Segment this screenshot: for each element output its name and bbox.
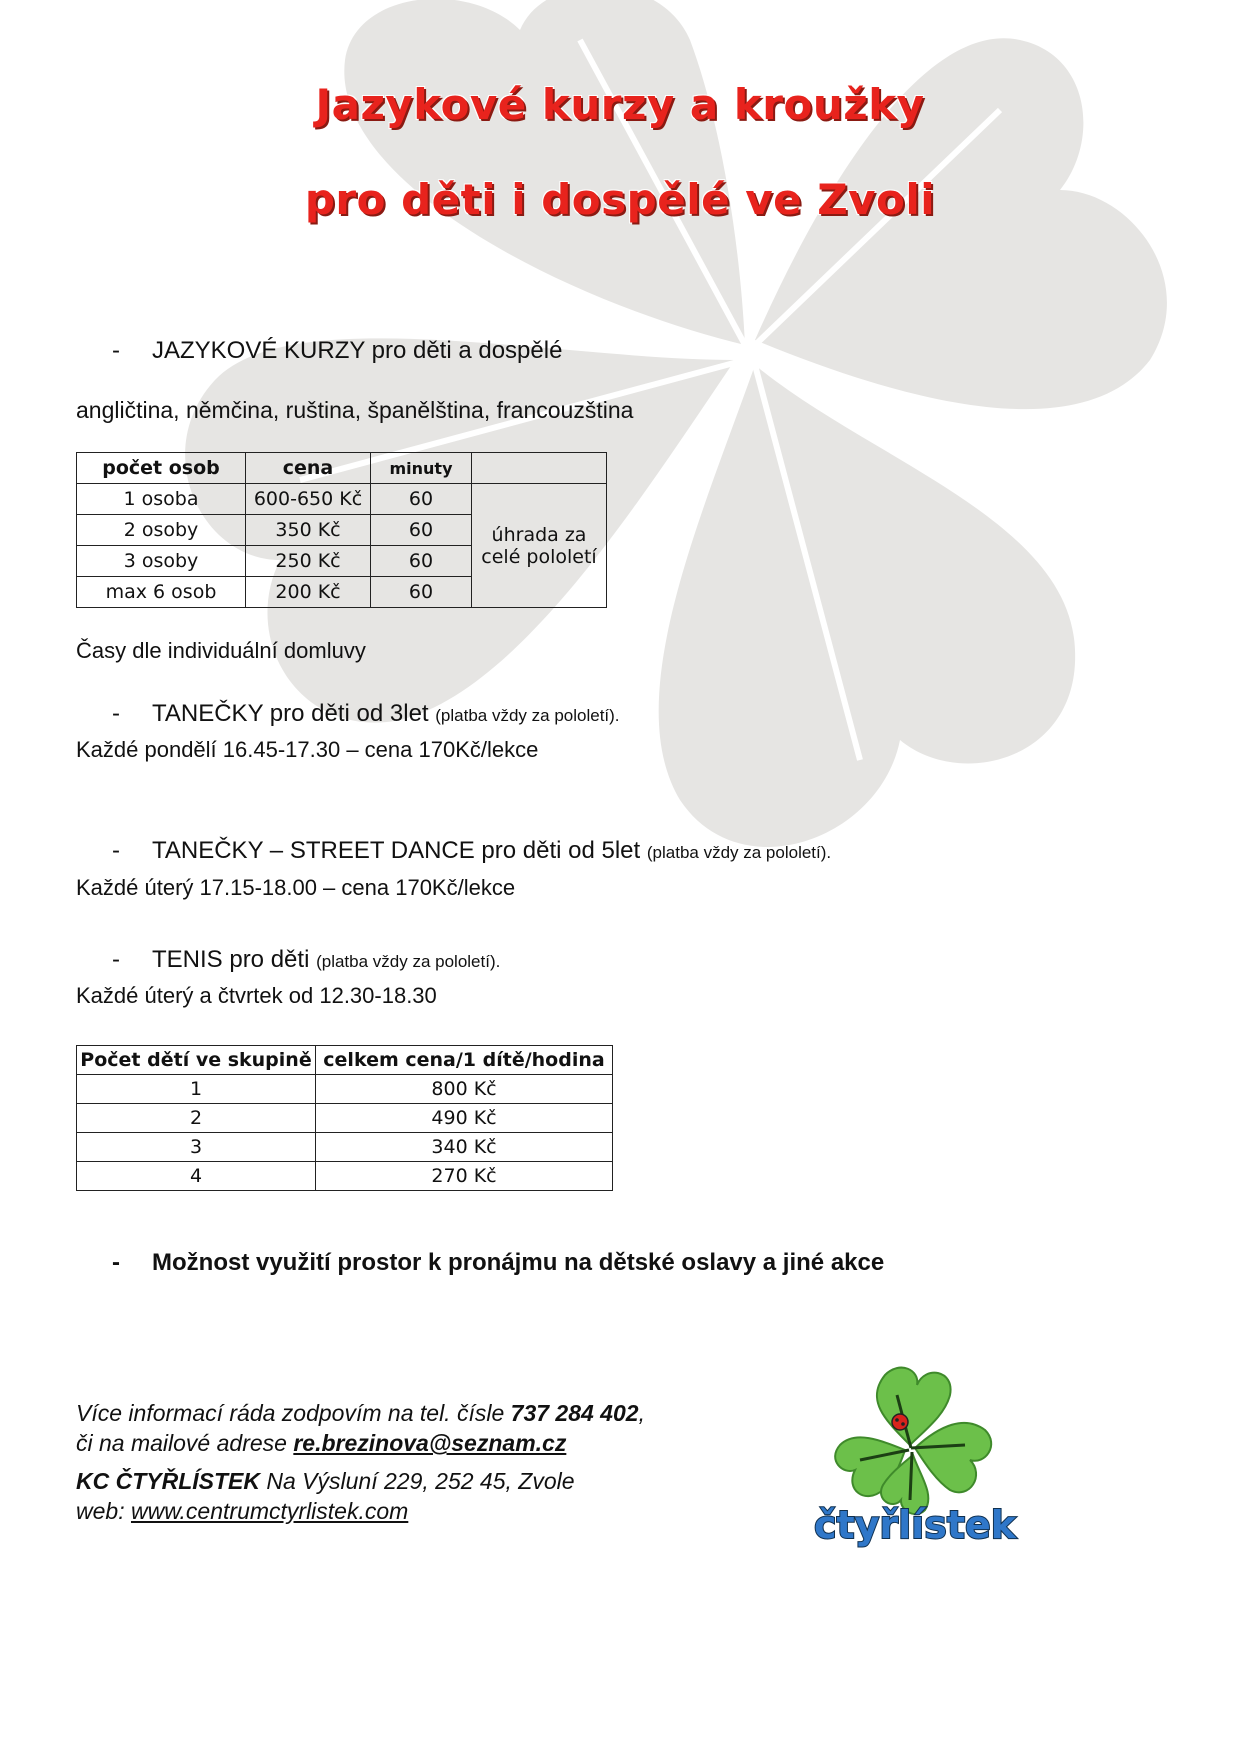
table-header-cell: celkem cena/1 dítě/hodina (316, 1046, 613, 1075)
table-header-cell: Počet dětí ve skupině (77, 1046, 316, 1075)
table-header-cell: minuty (371, 453, 472, 484)
table-cell: 2 (77, 1104, 316, 1133)
table-cell: 3 osoby (77, 546, 246, 577)
contact-text: web: (76, 1498, 131, 1524)
table-row (77, 1075, 613, 1104)
table-cell: 270 Kč (316, 1162, 613, 1191)
table-row (77, 1162, 613, 1191)
rental-text: Možnost využití prostor k pronájmu na dětské oslavy a jiné akce (152, 1249, 885, 1276)
table-header-row (77, 1046, 613, 1075)
table-cell: 4 (77, 1162, 316, 1191)
table-cell: 60 (371, 546, 472, 577)
table-cell: 1 (77, 1075, 316, 1104)
table-cell: 60 (371, 484, 472, 515)
street-dance-schedule: Každé úterý 17.15-18.00 – cena 170Kč/lekce (76, 875, 516, 900)
table-header-cell (472, 453, 607, 484)
dance-heading: TANEČKY pro děti od 3let (152, 700, 429, 727)
table-cell: 200 Kč (246, 577, 371, 608)
table-cell: 490 Kč (316, 1104, 613, 1133)
dance-payment-note: (platba vždy za pololetí). (435, 706, 620, 725)
tennis-heading: TENIS pro děti (152, 946, 310, 973)
table-cell: 800 Kč (316, 1075, 613, 1104)
times-note: Časy dle individuální domluvy (76, 638, 366, 663)
table-row (77, 1133, 613, 1162)
table-header-row (77, 453, 607, 484)
bullet-dash: - (112, 700, 120, 727)
phone-number: 737 284 402 (510, 1400, 639, 1426)
table-cell: 340 Kč (316, 1133, 613, 1162)
table-row (77, 484, 607, 515)
bullet-dash: - (112, 837, 120, 864)
contact-web-line (76, 1498, 408, 1525)
dance-schedule: Každé pondělí 16.45-17.30 – cena 170Kč/lekce (76, 737, 539, 762)
tennis-schedule: Každé úterý a čtvrtek od 12.30-18.30 (76, 983, 437, 1008)
website-link[interactable]: www.centrumctyrlistek.com (130, 1498, 409, 1524)
email-link[interactable]: re.brezinova@seznam.cz (293, 1430, 567, 1456)
page-title-line-1: Jazykové kurzy a kroužky (315, 80, 925, 129)
payment-note-line-1: úhrada za (491, 523, 587, 546)
bullet-dash: - (112, 337, 120, 364)
bullet-dash: - (112, 1249, 120, 1276)
street-dance-heading: TANEČKY – STREET DANCE pro děti od 5let (152, 837, 641, 864)
table-header-cell: cena (246, 453, 371, 484)
contact-address-line (76, 1468, 575, 1495)
language-price-table (76, 452, 607, 608)
organization-name: KC ČTYŘLÍSTEK (76, 1468, 260, 1494)
table-cell: max 6 osob (77, 577, 246, 608)
table-header-cell: počet osob (77, 453, 246, 484)
contact-text: či na mailové adrese (76, 1430, 294, 1456)
bullet-dash: - (112, 946, 120, 973)
contact-email-line (76, 1430, 566, 1457)
languages-heading: JAZYKOVÉ KURZY pro děti a dospělé (152, 337, 563, 364)
table-cell: 2 osoby (77, 515, 246, 546)
payment-note-line-2: celé pololetí (481, 545, 597, 568)
table-cell: 250 Kč (246, 546, 371, 577)
tennis-price-table (76, 1045, 613, 1191)
table-cell: 3 (77, 1133, 316, 1162)
table-cell: 1 osoba (77, 484, 246, 515)
table-cell: 60 (371, 515, 472, 546)
page-title-line-2: pro děti i dospělé ve Zvoli (304, 175, 936, 224)
ctyrlistek-logo (805, 1360, 1025, 1550)
logo-wordmark: čtyřlístek (813, 1503, 1017, 1547)
languages-list: angličtina, němčina, ruština, španělština, francouzština (76, 397, 634, 423)
table-cell: 600-650 Kč (246, 484, 371, 515)
street-dance-payment-note: (platba vždy za pololetí). (646, 843, 832, 862)
contact-phone-line (76, 1400, 645, 1427)
contact-text: , (638, 1400, 645, 1426)
table-cell: 60 (371, 577, 472, 608)
address-text: Na Výsluní 229, 252 45, Zvole (260, 1468, 575, 1494)
payment-note-cell (472, 484, 607, 608)
table-row (77, 1104, 613, 1133)
tennis-payment-note: (platba vždy za pololetí). (316, 952, 501, 971)
contact-text: Více informací ráda zodpovím na tel. čísle (76, 1400, 511, 1426)
table-cell: 350 Kč (246, 515, 371, 546)
